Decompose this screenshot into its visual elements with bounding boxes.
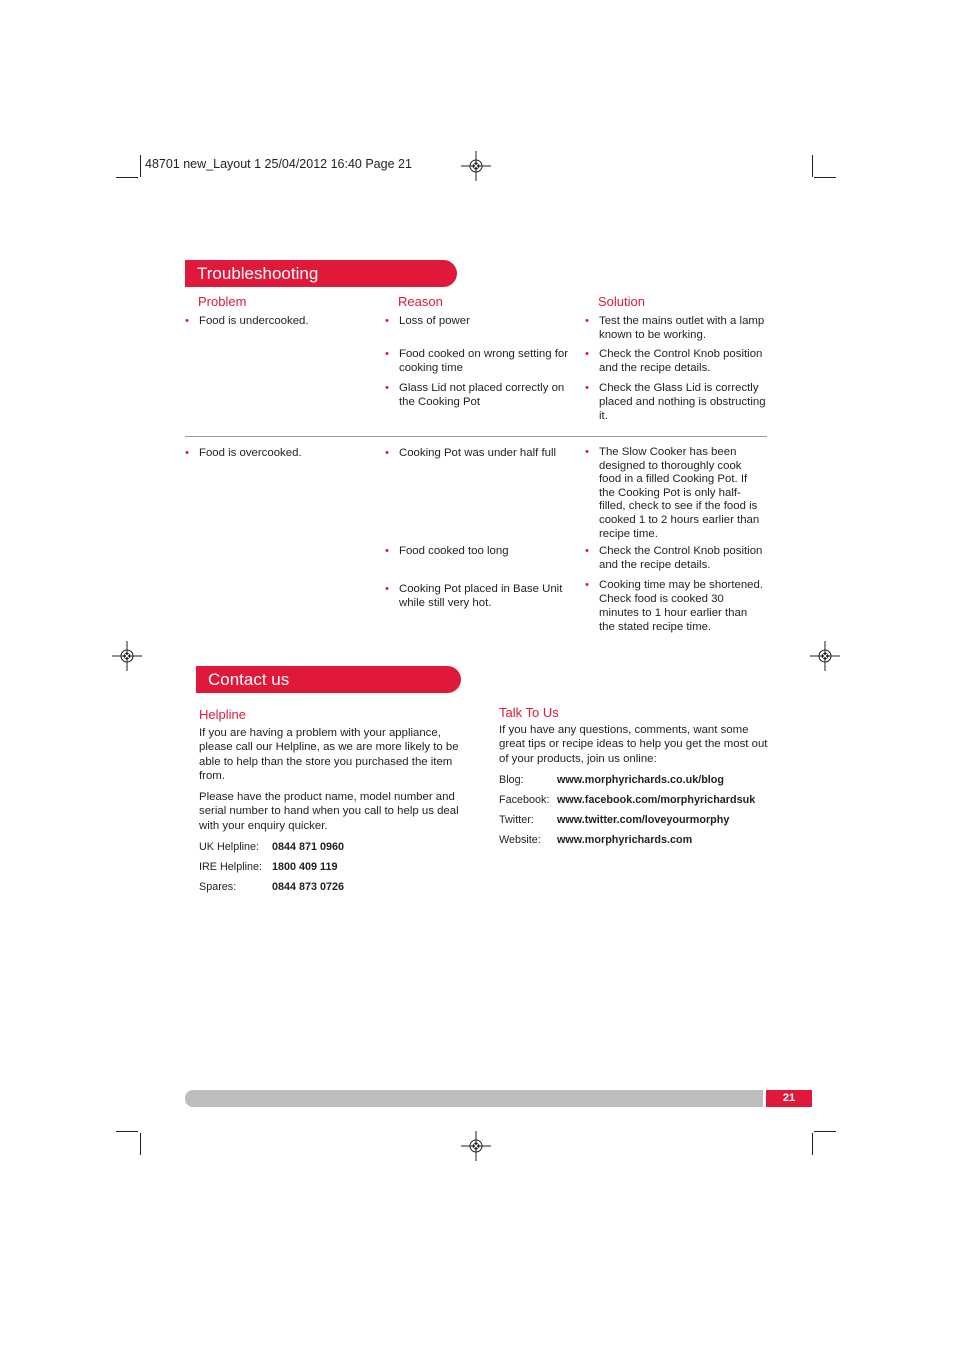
- link-label: Blog:: [499, 774, 524, 786]
- talk-to-us-paragraph: If you have any questions, comments, want some great tips or recipe ideas to help you get the most out of your products, join us online:: [499, 724, 768, 765]
- registration-mark-icon: [461, 1131, 491, 1161]
- facebook-link[interactable]: www.facebook.com/morphyrichardsuk: [557, 794, 756, 806]
- helpline-label: IRE Helpline:: [199, 861, 263, 873]
- crop-mark: [814, 177, 836, 178]
- contact-heading: Contact us: [196, 666, 461, 693]
- reason-item: • Loss of power: [385, 314, 570, 328]
- helpline-paragraph: Please have the product name, model number and serial number to hand when you call to help us deal with your enquiry quicker.: [199, 791, 459, 832]
- blog-link[interactable]: www.morphyrichards.co.uk/blog: [557, 774, 724, 786]
- helpline-heading: Helpline: [199, 707, 246, 722]
- page-number: 21: [766, 1090, 812, 1107]
- link-label: Website:: [499, 834, 541, 846]
- crop-mark: [140, 155, 141, 177]
- registration-mark-icon: [112, 641, 142, 671]
- crop-mark: [116, 177, 138, 178]
- reason-item: • Food cooked too long: [385, 544, 570, 558]
- solution-item: • Cooking time may be shortened. Check food is cooked 30 minutes to 1 hour earlier than the stated recipe time.: [585, 578, 763, 634]
- talk-to-us-heading: Talk To Us: [499, 705, 559, 720]
- crop-mark: [140, 1133, 141, 1155]
- problem-item: • Food is overcooked.: [185, 446, 375, 460]
- helpline-number[interactable]: 0844 871 0960: [272, 841, 345, 853]
- helpline-number[interactable]: 0844 873 0726: [272, 881, 345, 893]
- troubleshooting-heading: Troubleshooting: [185, 260, 457, 287]
- link-label: Facebook:: [499, 794, 550, 806]
- crop-mark: [812, 1133, 813, 1155]
- solution-item: • Check the Glass Lid is correctly placed and nothing is obstructing it.: [585, 381, 767, 423]
- twitter-link[interactable]: www.twitter.com/loveyourmorphy: [557, 814, 730, 826]
- row-divider: [185, 436, 767, 437]
- solution-item: • The Slow Cooker has been designed to thoroughly cook food in a filled Cooking Pot. If the Cooking Pot is only half-filled, check to see if the food is cooked 1 to 2 hours earlier than recipe time.: [585, 446, 763, 541]
- helpline-paragraph: If you are having a problem with your appliance, please call our Helpline, as we are more likely to be able to help than the store you purchased the item from.: [199, 727, 459, 782]
- crop-mark: [116, 1131, 138, 1132]
- crop-mark: [812, 155, 813, 177]
- problem-item: • Food is undercooked.: [185, 314, 375, 328]
- helpline-label: Spares:: [199, 881, 237, 893]
- helpline-label: UK Helpline:: [199, 841, 260, 853]
- crop-mark: [814, 1131, 836, 1132]
- reason-item: • Glass Lid not placed correctly on the Cooking Pot: [385, 381, 570, 409]
- column-header-solution: Solution: [598, 294, 645, 309]
- reason-item: • Cooking Pot placed in Base Unit while still very hot.: [385, 582, 565, 610]
- solution-item: • Check the Control Knob position and the recipe details.: [585, 544, 767, 572]
- website-link[interactable]: www.morphyrichards.com: [557, 834, 693, 846]
- print-slug: 48701 new_Layout 1 25/04/2012 16:40 Page 21: [145, 157, 412, 171]
- solution-item: • Test the mains outlet with a lamp known to be working.: [585, 314, 767, 342]
- footer-bar: [185, 1090, 763, 1107]
- column-header-reason: Reason: [398, 294, 443, 309]
- column-header-problem: Problem: [198, 294, 247, 309]
- reason-item: • Food cooked on wrong setting for cooking time: [385, 347, 570, 375]
- registration-mark-icon: [461, 151, 491, 181]
- solution-item: • Check the Control Knob position and the recipe details.: [585, 347, 767, 375]
- reason-item: • Cooking Pot was under half full: [385, 446, 575, 460]
- registration-mark-icon: [810, 641, 840, 671]
- helpline-number[interactable]: 1800 409 119: [272, 861, 338, 873]
- link-label: Twitter:: [499, 814, 534, 826]
